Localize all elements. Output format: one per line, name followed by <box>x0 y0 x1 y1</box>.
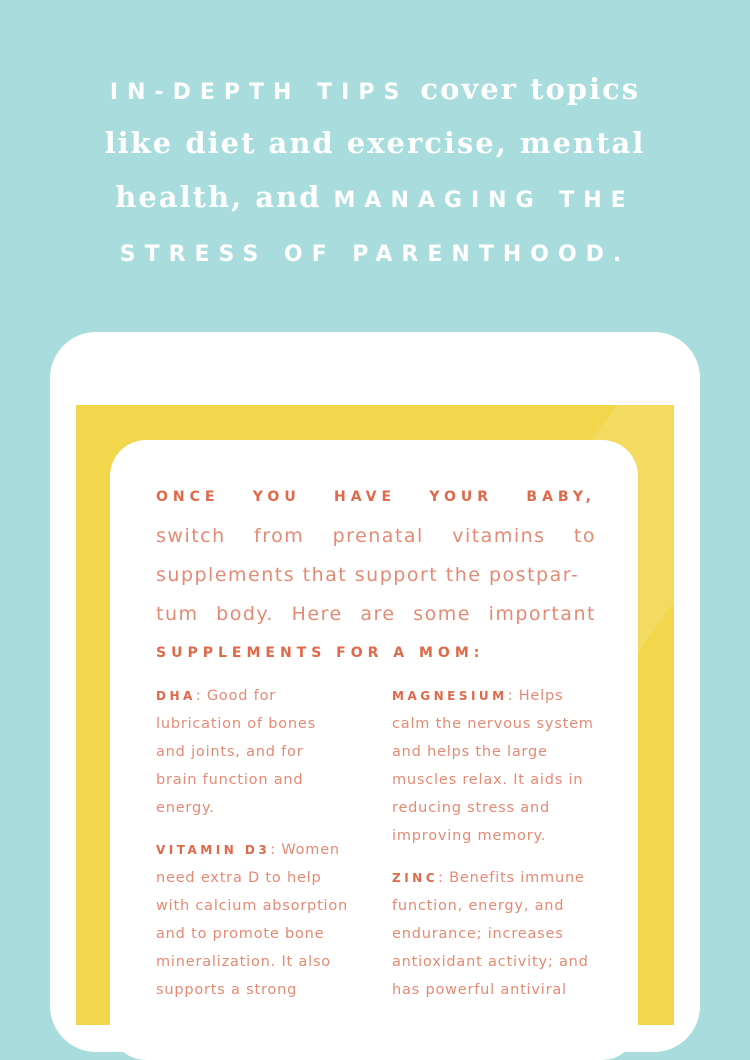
headline-caps: MANAGING THE <box>333 188 635 213</box>
supplement-magnesium <box>392 682 607 850</box>
supplement-line: improving memory. <box>392 828 547 844</box>
supplement-term: MAGNESIUM <box>392 689 508 703</box>
intro-word: are <box>360 603 396 625</box>
intro-word: important <box>488 603 596 625</box>
intro-line-4 <box>156 595 596 634</box>
supplement-line: brain function and <box>156 772 304 788</box>
supplement-term: VITAMIN D3 <box>156 843 271 857</box>
supplement-line: supports a strong <box>156 982 298 998</box>
intro-word: tum <box>156 603 199 625</box>
intro-word: from <box>254 525 305 547</box>
supplement-line: function, energy, and <box>392 898 565 914</box>
supplements-left-column <box>156 682 371 1004</box>
intro-word: YOU <box>252 489 301 505</box>
spacer <box>156 822 371 836</box>
headline-line-3 <box>40 170 710 224</box>
supplement-line: and joints, and for <box>156 744 304 760</box>
intro-word: BABY, <box>526 489 596 505</box>
supplements-right-column <box>392 682 607 1004</box>
supplement-text: : Good for <box>195 688 277 704</box>
headline-line-4 <box>40 224 710 278</box>
supplement-line: energy. <box>156 800 215 816</box>
intro-word: YOUR <box>429 489 494 505</box>
headline-text: like diet and exercise, mental <box>104 126 646 160</box>
supplement-line: mineralization. It also <box>156 954 331 970</box>
supplement-vitamin-d3 <box>156 836 371 1004</box>
headline-line-1 <box>40 62 710 116</box>
intro-word: switch <box>156 525 226 547</box>
intro-word: to <box>573 525 596 547</box>
intro-line-5: SUPPLEMENTS FOR A MOM: <box>156 645 485 661</box>
supplement-text: : Benefits immune <box>438 870 585 886</box>
intro-word: Here <box>291 603 343 625</box>
intro-paragraph <box>156 478 596 673</box>
intro-line-3: supplements that support the postpar- <box>156 564 580 586</box>
supplement-line: and to promote bone <box>156 926 325 942</box>
headline-text: health, and <box>115 180 334 214</box>
intro-word: vitamins <box>452 525 546 547</box>
supplement-line: antioxidant activity; and <box>392 954 589 970</box>
supplement-line: reducing stress and <box>392 800 550 816</box>
supplement-term: DHA <box>156 689 196 703</box>
supplement-line: need extra D to help <box>156 870 322 886</box>
supplement-line: and helps the large <box>392 744 548 760</box>
supplement-line: muscles relax. It aids in <box>392 772 584 788</box>
intro-word: HAVE <box>334 489 397 505</box>
supplement-text: : Helps <box>507 688 564 704</box>
spacer <box>392 850 607 864</box>
intro-line-1 <box>156 478 596 517</box>
supplement-text: : Women <box>270 842 340 858</box>
supplement-line <box>392 864 607 892</box>
headline-caps: STRESS OF PARENTHOOD. <box>119 242 631 267</box>
intro-word: ONCE <box>156 489 220 505</box>
headline <box>40 62 710 278</box>
intro-word: body. <box>216 603 274 625</box>
intro-line-2 <box>156 517 596 556</box>
supplement-line <box>392 682 607 710</box>
supplement-line <box>156 836 371 864</box>
supplement-zinc <box>392 864 607 1004</box>
supplement-term: ZINC <box>392 871 439 885</box>
headline-caps: IN-DEPTH TIPS <box>109 80 409 105</box>
supplement-line: lubrication of bones <box>156 716 316 732</box>
headline-line-2 <box>40 116 710 170</box>
headline-text: cover topics <box>408 72 641 106</box>
supplement-line: calm the nervous system <box>392 716 594 732</box>
intro-word: some <box>413 603 471 625</box>
supplement-dha <box>156 682 371 822</box>
intro-word: prenatal <box>332 525 424 547</box>
supplement-line: with calcium absorption <box>156 898 349 914</box>
supplement-line: has powerful antiviral <box>392 982 567 998</box>
supplement-line: endurance; increases <box>392 926 564 942</box>
supplement-line <box>156 682 371 710</box>
